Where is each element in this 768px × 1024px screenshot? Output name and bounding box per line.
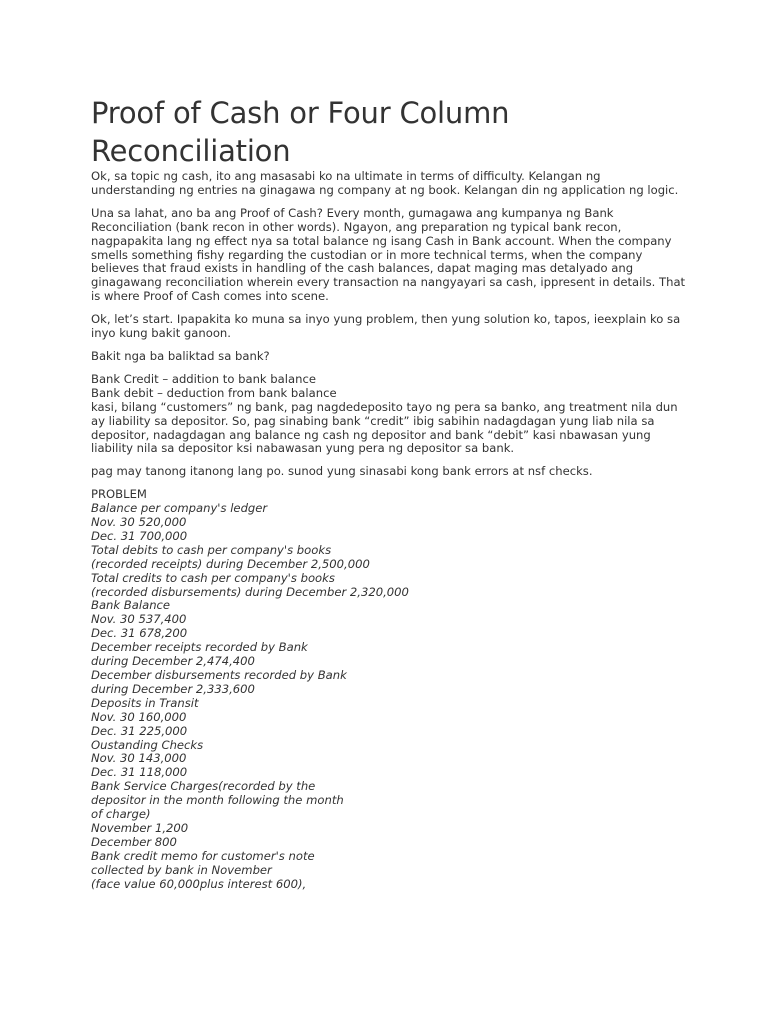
- problem-line: Bank Service Charges(recorded by the: [91, 779, 316, 794]
- problem-line: December receipts recorded by Bank: [91, 640, 308, 655]
- problem-line: depositor in the month following the month: [91, 793, 344, 808]
- problem-line: (recorded disbursements) during December 2,320,000: [91, 584, 409, 599]
- text-line: Ok, let’s start. Ipapakita ko muna sa inyo yung problem, then yung solution ko, tapos, ieexplain ko sa: [91, 312, 681, 327]
- problem-line: during December 2,333,600: [91, 681, 255, 696]
- question-paragraph: [91, 350, 691, 364]
- text-line: believes that fraud exists in handling of the cash balances, dapat maging mas detalyado ang: [91, 261, 634, 276]
- problem-line: during December 2,474,400: [91, 654, 255, 669]
- text-line: smells something fishy regarding the custodian or in more technical terms, when the company: [91, 247, 643, 262]
- problem-line: Bank credit memo for customer's note: [91, 848, 315, 863]
- problem-line: Oustanding Checks: [91, 737, 204, 752]
- problem-line: Deposits in Transit: [91, 695, 199, 710]
- problem-line: Dec. 31 118,000: [91, 765, 188, 780]
- text-line: Bakit nga ba baliktad sa bank?: [91, 348, 270, 363]
- note-paragraph: [91, 465, 691, 479]
- text-line: depositor, nadagdagan ang balance ng cash ng depositor and bank “debit” kasi nbawasan yung: [91, 427, 651, 442]
- intro-paragraph: [91, 170, 691, 198]
- problem-line: Nov. 30 143,000: [91, 751, 187, 766]
- text-line: inyo kung bakit ganoon.: [91, 326, 231, 341]
- start-paragraph: [91, 313, 691, 341]
- problem-section: [91, 488, 691, 891]
- problem-line: Nov. 30 537,400: [91, 612, 187, 627]
- definition-paragraph: [91, 207, 691, 304]
- problem-line: Dec. 31 700,000: [91, 528, 188, 543]
- text-line: ginagawang reconciliation wherein every transaction na nangyayari sa cash, ippresent in details. That: [91, 275, 686, 290]
- text-line: Reconciliation (bank recon in other words). Ngayon, ang preparation ng typical bank recon,: [91, 219, 622, 234]
- problem-line: November 1,200: [91, 820, 189, 835]
- problem-line: December 800: [91, 834, 177, 849]
- problem-line: Total debits to cash per company's books: [91, 542, 332, 557]
- text-line: Bank Credit – addition to bank balance: [91, 371, 316, 386]
- text-line: pag may tanong itanong lang po. sunod yung sinasabi kong bank errors at nsf checks.: [91, 464, 593, 479]
- problem-line: Dec. 31 225,000: [91, 723, 188, 738]
- problem-line: Nov. 30 520,000: [91, 515, 187, 530]
- problem-line: collected by bank in November: [91, 862, 272, 877]
- problem-line: December disbursements recorded by Bank: [91, 668, 347, 682]
- problem-line: Total credits to cash per company's books: [91, 570, 335, 585]
- problem-line: (face value 60,000plus interest 600),: [91, 876, 307, 891]
- problem-line: Nov. 30 160,000: [91, 709, 187, 724]
- problem-line: of charge): [91, 807, 151, 822]
- text-line: Ok, sa topic ng cash, ito ang masasabi ko na ultimate in terms of difficulty. Kelangan ng: [91, 169, 601, 183]
- problem-line: Balance per company's ledger: [91, 501, 268, 516]
- problem-list: [91, 502, 691, 891]
- text-line: Bank debit – deduction from bank balance: [91, 385, 337, 400]
- page-title: [91, 94, 691, 170]
- text-line: nagpapakita lang ng effect nya sa total balance ng isang Cash in Bank account. When the company: [91, 233, 672, 248]
- problem-heading: PROBLEM: [91, 487, 147, 502]
- text-line: kasi, bilang “customers” ng bank, pag nagdedeposito tayo ng pera sa banko, ang treatment nila dun: [91, 399, 678, 414]
- title-line: Reconciliation: [91, 134, 291, 168]
- text-line: liability nila sa depositor ksi nabawasan yung pera ng depositor sa bank.: [91, 441, 515, 456]
- title-line: Proof of Cash or Four Column: [91, 96, 510, 130]
- text-line: understanding ng entries na ginagawa ng company at ng book. Kelangan din ng application ng logic.: [91, 182, 679, 197]
- document-page: [91, 94, 691, 892]
- problem-line: Bank Balance: [91, 598, 171, 613]
- bank-explanation-paragraph: [91, 373, 691, 456]
- text-line: ay liability sa depositor. So, pag sinabing bank “credit” ibig sabihin nadagdagan yung liab nila sa: [91, 413, 655, 428]
- text-line: is where Proof of Cash comes into scene.: [91, 289, 329, 304]
- problem-line: Dec. 31 678,200: [91, 626, 188, 641]
- problem-line: (recorded receipts) during December 2,500,000: [91, 556, 370, 571]
- text-line: Una sa lahat, ano ba ang Proof of Cash? Every month, gumagawa ang kumpanya ng Bank: [91, 205, 614, 220]
